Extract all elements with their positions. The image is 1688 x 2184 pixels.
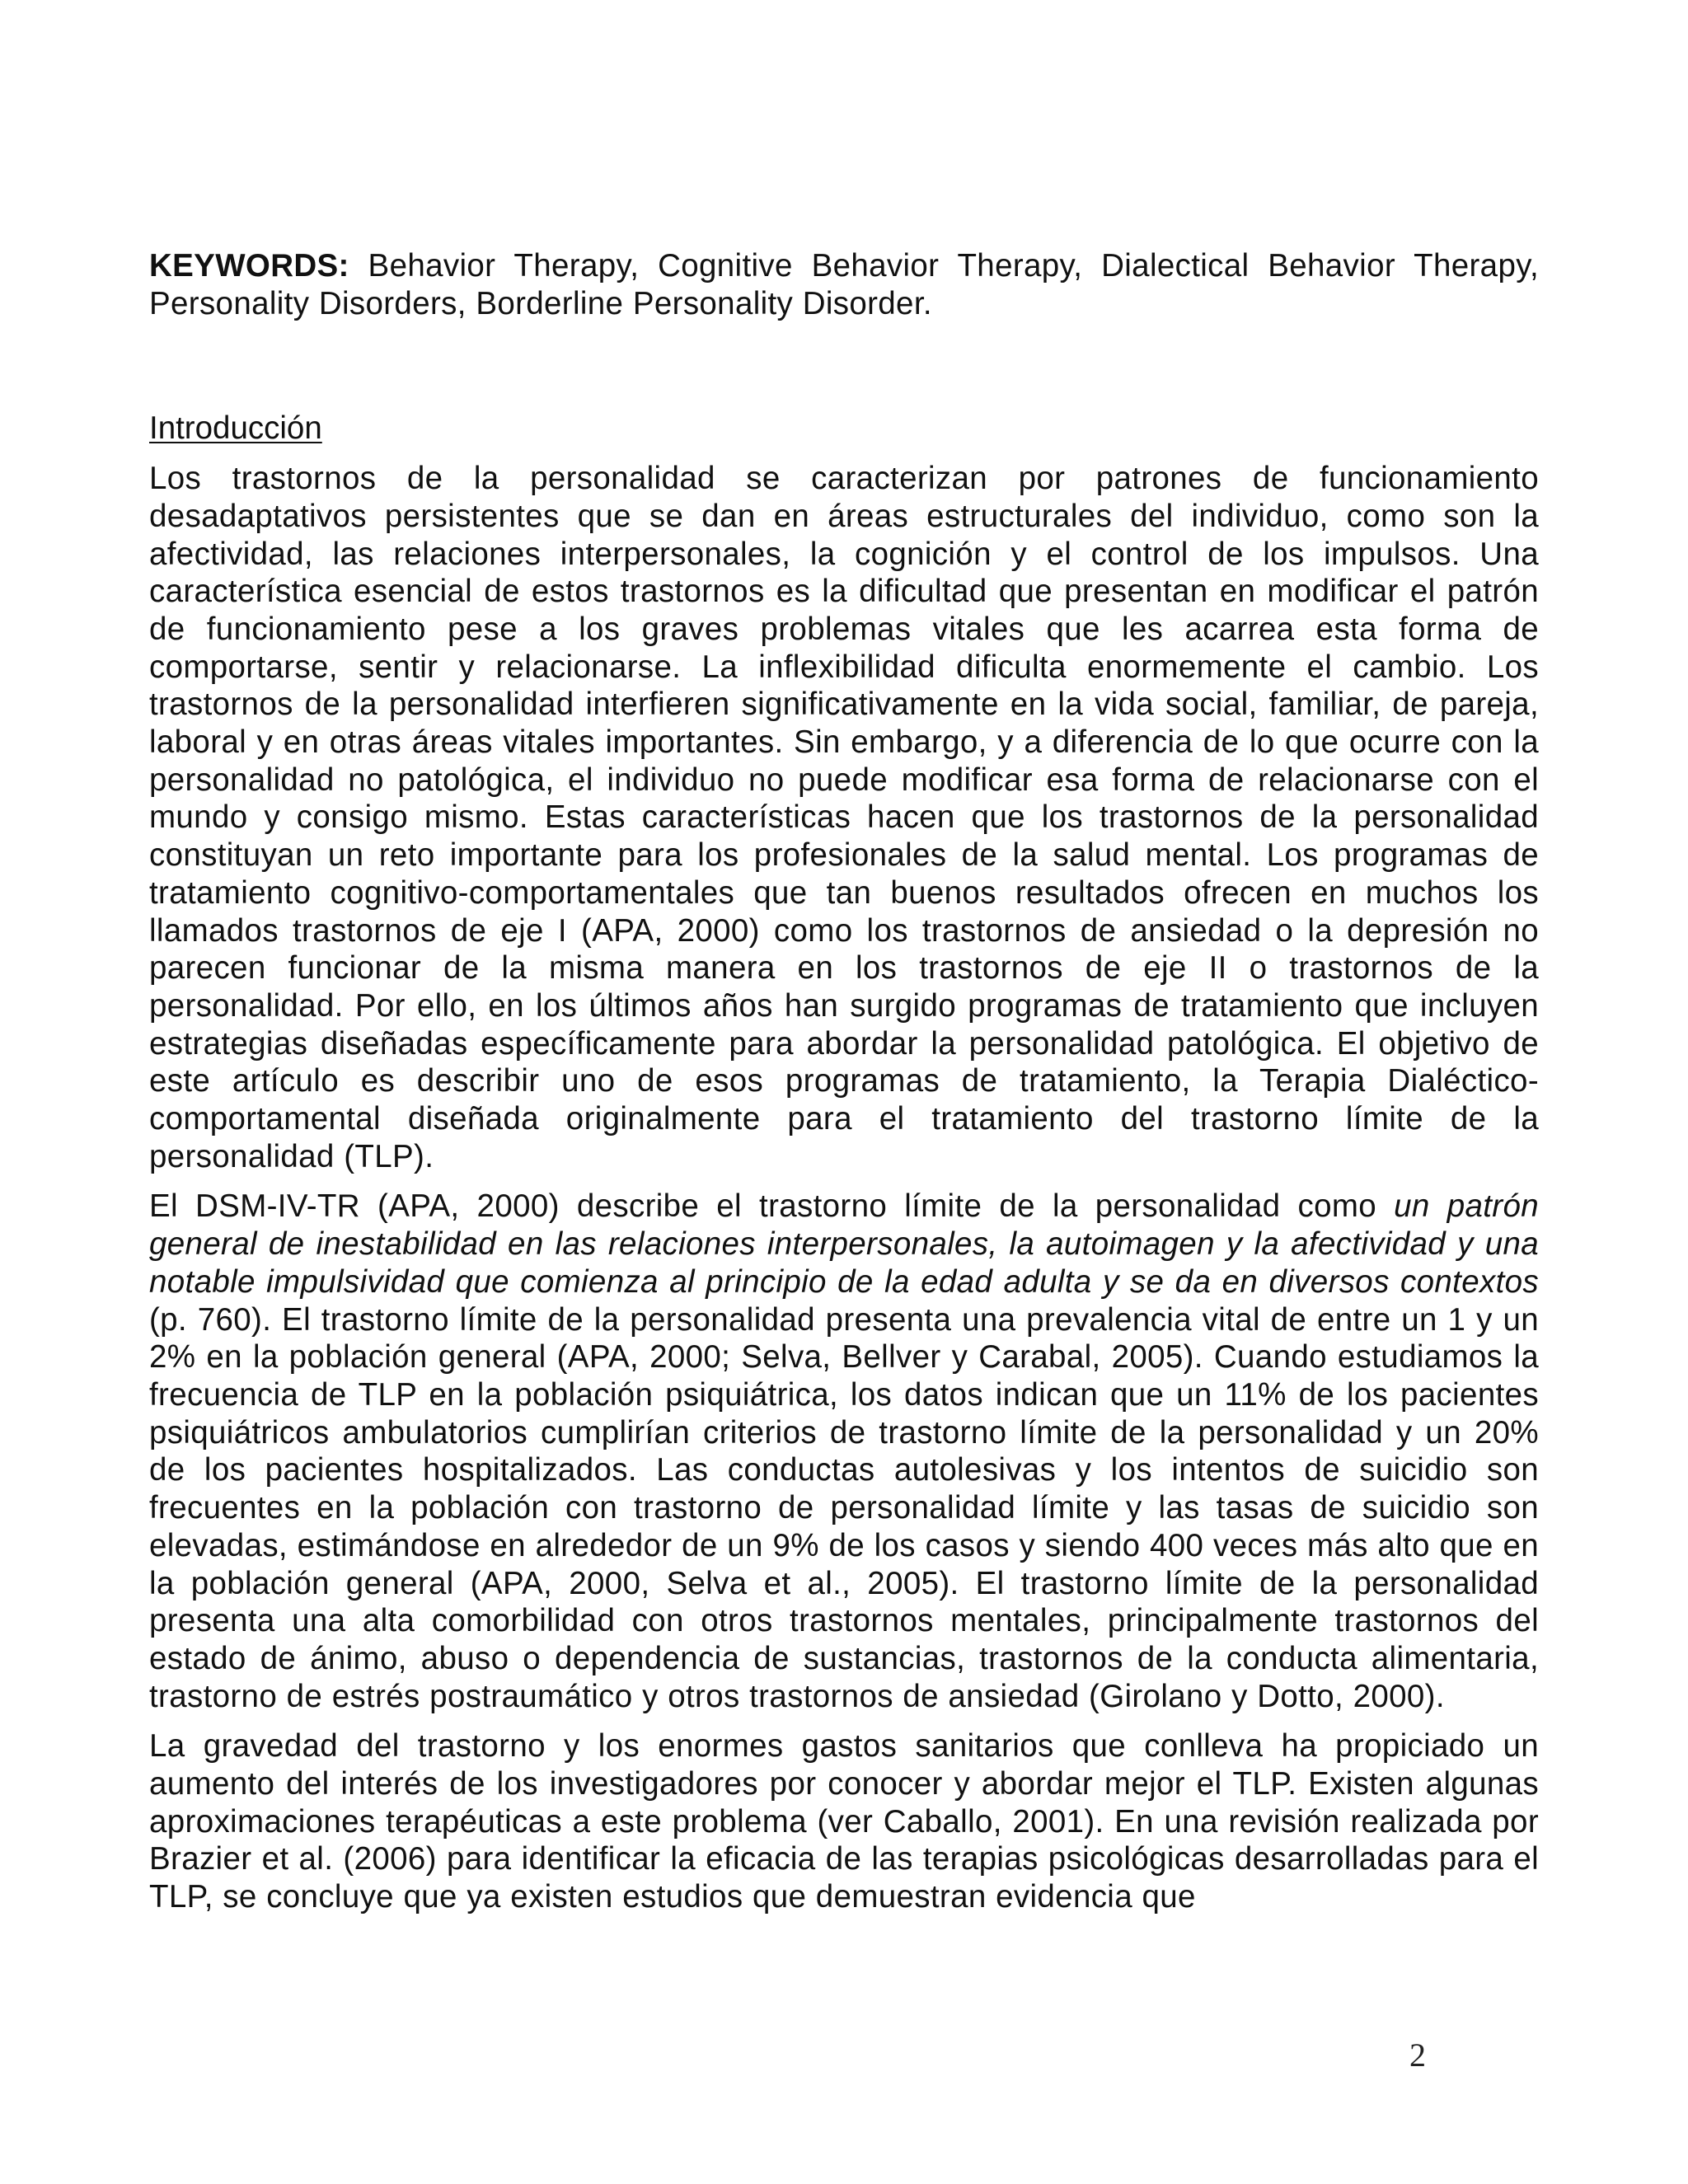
page-number: 2 xyxy=(1409,2036,1426,2074)
keywords-paragraph xyxy=(149,247,1539,322)
paragraph-1: Los trastornos de la personalidad se caracterizan por patrones de funcionamiento desadaptativos persistentes que se dan en áreas estructurales del individuo, como son la afectividad, las relaciones interpersonales, la cognición y el control de los impulsos. Una característica esencial de estos trastornos es la dificultad que presentan en modificar el patrón de funcionamiento pese a los graves problemas vitales que les acarrea esta forma de comportarse, sentir y relacionarse. La inflexibilidad dificulta enormemente el cambio. Los trastornos de la personalidad interfieren significativamente en la vida social, familiar, de pareja, laboral y en otras áreas vitales importantes. Sin embargo, y a diferencia de lo que ocurre con la personalidad no patológica, el individuo no puede modificar esa forma de relacionarse con el mundo y consigo mismo. Estas características hacen que los trastornos de la personalidad constituyan un reto importante para los profesionales de la salud mental. Los programas de tratamiento cognitivo-comportamentales que tan buenos resultados ofrecen en muchos los llamados trastornos de eje I (APA, 2000) como los trastornos de ansiedad o la depresión no parecen funcionar de la misma manera en los trastornos de eje II o trastornos de la personalidad. Por ello, en los últimos años han surgido programas de tratamiento que incluyen estrategias diseñadas específicamente para abordar la personalidad patológica. El objetivo de este artículo es describir uno de esos programas de tratamiento, la Terapia Dialéctico-comportamental diseñada originalmente para el tratamiento del trastorno límite de la personalidad (TLP). xyxy=(149,461,1539,1174)
paragraph-2-rest: (p. 760). El trastorno límite de la personalidad presenta una prevalencia vital de entre un 1 y un 2% en la población general (APA, 2000; Selva, Bellver y Carabal, 2005). Cuando estudiamos la frecuencia de TLP en la población psiquiátrica, los datos indican que un 11% de los pacientes psiquiátricos ambulatorios cumplirían criterios de trastorno límite de la personalidad y un 20% de los pacientes hospitalizados. Las conductas autolesivas y los intentos de suicidio son frecuentes en la población con trastorno de personalidad límite y las tasas de suicidio son elevadas, estimándose en alrededor de un 9% de los casos y siendo 400 veces más alto que en la población general (APA, 2000, Selva et al., 2005). El trastorno límite de la personalidad presenta una alta comorbilidad con otros trastornos mentales, principalmente trastornos del estado de ánimo, abuso o dependencia de sustancias, trastornos de la conducta alimentaria, trastorno de estrés postraumático y otros trastornos de ansiedad (Girolano y Dotto, 2000). xyxy=(149,1301,1539,1714)
paragraph-2 xyxy=(149,1188,1539,1715)
section-heading: Introducción xyxy=(149,410,322,447)
document-body xyxy=(149,247,1539,1916)
paragraph-2-lead: El DSM-IV-TR (APA, 2000) describe el trastorno límite de la personalidad como xyxy=(149,1188,1395,1225)
keywords-label: KEYWORDS: xyxy=(149,248,349,284)
paragraph-2-quote: un patrón general de inestabilidad en las relaciones interpersonales, la autoimagen y la afectividad y una notable impulsividad que comienza al principio de la edad adulta y se da en diversos contextos xyxy=(149,1188,1539,1300)
paragraph-3: La gravedad del trastorno y los enormes gastos sanitarios que conlleva ha propiciado un aumento del interés de los investigadores por conocer y abordar mejor el TLP. Existen algunas aproximaciones terapéuticas a este problema (ver Caballo, 2001). En una revisión realizada por Brazier et al. (2006) para identificar la eficacia de las terapias psicológicas desarrolladas para el TLP, se concluye que ya existen estudios que demuestran evidencia que xyxy=(149,1728,1539,1915)
keywords-text: Behavior Therapy, Cognitive Behavior Therapy, Dialectical Behavior Therapy, Personality Disorders, Borderline Personality Disorder. xyxy=(149,248,1539,321)
